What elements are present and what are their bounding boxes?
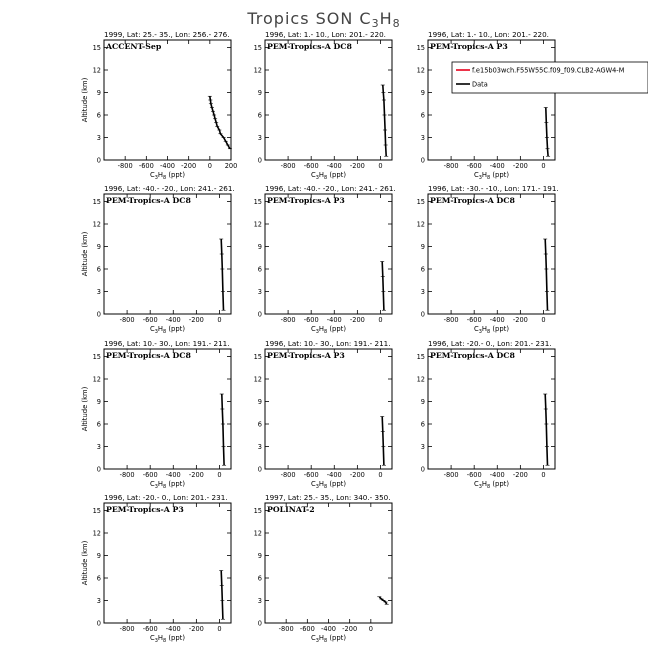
data-profile-line xyxy=(383,85,386,156)
y-tick-label: 12 xyxy=(92,66,101,75)
panel-header: 1996, Lat: -40.- -20., Lon: 241.- 261. xyxy=(104,184,235,193)
x-tick-label: -600 xyxy=(303,471,319,479)
x-tick-label: -200 xyxy=(188,316,204,324)
panel-title: PEM-Tropics-A P3 xyxy=(267,351,345,360)
y-tick-label: 15 xyxy=(416,197,425,206)
x-tick-label: -800 xyxy=(443,316,459,324)
y-tick-label: 9 xyxy=(96,88,101,97)
panel-title: PEM-Tropics-A P3 xyxy=(106,505,184,514)
y-tick-label: 15 xyxy=(253,43,262,52)
x-tick-label: -600 xyxy=(466,162,482,170)
y-tick-label: 9 xyxy=(257,242,262,251)
figure-title: Tropics SON C3H8 xyxy=(247,9,401,30)
y-tick-label: 3 xyxy=(257,442,262,451)
x-tick-label: -600 xyxy=(303,162,319,170)
x-tick-label: -600 xyxy=(466,316,482,324)
chart-panel-6 xyxy=(417,184,559,335)
y-tick-label: 9 xyxy=(96,397,101,406)
x-tick-label: 0 xyxy=(368,625,373,633)
y-tick-label: 6 xyxy=(96,265,101,274)
y-tick-label: 3 xyxy=(96,133,101,142)
y-tick-label: 12 xyxy=(253,66,262,75)
y-tick-label: 12 xyxy=(253,220,262,229)
x-tick-label: -600 xyxy=(138,162,154,170)
y-tick-label: 3 xyxy=(420,287,425,296)
y-tick-label: 0 xyxy=(420,310,425,319)
x-tick-label: 0 xyxy=(207,162,212,170)
y-tick-label: 0 xyxy=(257,156,262,165)
x-tick-label: -200 xyxy=(349,316,365,324)
panel-title: PEM-Tropics-A P3 xyxy=(267,196,345,205)
data-profile-line xyxy=(382,417,384,466)
y-tick-label: 12 xyxy=(253,529,262,538)
x-tick-label: -200 xyxy=(181,162,197,170)
x-tick-label: -800 xyxy=(119,625,135,633)
x-tick-label: -600 xyxy=(299,625,315,633)
x-tick-label: 0 xyxy=(378,471,383,479)
x-tick-label: -400 xyxy=(489,316,505,324)
x-tick-label: -400 xyxy=(160,162,175,170)
panel-header: 1996, Lat: 1.- 10., Lon: 201.- 220. xyxy=(265,30,386,39)
x-tick-label: -400 xyxy=(489,471,505,479)
x-tick-label: -200 xyxy=(342,625,358,633)
plot-frame xyxy=(104,349,231,469)
y-tick-label: 9 xyxy=(96,551,101,560)
x-tick-label: -400 xyxy=(165,471,181,479)
y-tick-label: 12 xyxy=(416,375,425,384)
x-axis-label: $C_3H_8$ (ppt) xyxy=(149,634,186,644)
y-tick-label: 12 xyxy=(92,220,101,229)
panel-header: 1996, Lat: 1.- 10., Lon: 201.- 220. xyxy=(428,30,549,39)
chart-panel-3 xyxy=(417,30,555,181)
plot-frame xyxy=(428,194,555,314)
y-tick-label: 9 xyxy=(420,242,425,251)
data-profile-line xyxy=(210,96,230,149)
x-tick-label: -800 xyxy=(280,316,296,324)
x-tick-label: 0 xyxy=(378,316,383,324)
y-tick-label: 0 xyxy=(96,156,101,165)
x-axis-label: $C_3H_8$ (ppt) xyxy=(149,325,186,335)
y-tick-label: 0 xyxy=(96,619,101,628)
y-tick-label: 0 xyxy=(257,310,262,319)
y-tick-label: 6 xyxy=(257,111,262,120)
x-axis-label: $C_3H_8$ (ppt) xyxy=(310,480,347,490)
legend xyxy=(452,62,648,93)
x-tick-label: 0 xyxy=(541,162,546,170)
chart-panel-2 xyxy=(254,30,392,181)
x-tick-label: -200 xyxy=(512,316,528,324)
panel-title: PEM-Tropics-A DC8 xyxy=(430,196,515,205)
x-tick-label: -200 xyxy=(349,471,365,479)
y-tick-label: 0 xyxy=(96,310,101,319)
x-tick-label: -600 xyxy=(142,625,158,633)
chart-panel-11 xyxy=(254,493,392,644)
x-tick-label: -600 xyxy=(142,316,158,324)
x-tick-label: -800 xyxy=(119,471,135,479)
y-axis-label: Altitude (km) xyxy=(81,77,89,123)
y-tick-label: 6 xyxy=(96,574,101,583)
y-axis-label: Altitude (km) xyxy=(81,231,89,277)
chart-panel-9 xyxy=(417,339,555,490)
legend-data-label: Data xyxy=(472,80,488,89)
plot-frame xyxy=(104,503,231,623)
y-tick-label: 15 xyxy=(92,43,101,52)
y-tick-label: 15 xyxy=(253,197,262,206)
x-tick-label: -200 xyxy=(512,162,528,170)
x-tick-label: 0 xyxy=(541,471,546,479)
y-tick-label: 3 xyxy=(257,596,262,605)
y-tick-label: 6 xyxy=(420,265,425,274)
y-tick-label: 6 xyxy=(257,420,262,429)
panel-header: 1996, Lat: -30.- -10., Lon: 171.- 191. xyxy=(428,184,559,193)
panel-header: 1996, Lat: 10.- 30., Lon: 191.- 211. xyxy=(265,339,391,348)
y-tick-label: 15 xyxy=(253,352,262,361)
plot-frame xyxy=(265,503,392,623)
y-tick-label: 6 xyxy=(257,574,262,583)
x-axis-label: $C_3H_8$ (ppt) xyxy=(310,325,347,335)
x-tick-label: -400 xyxy=(326,316,342,324)
panel-title: PEM-Tropics-A DC8 xyxy=(106,351,191,360)
x-tick-label: 200 xyxy=(224,162,238,170)
data-profile-line xyxy=(545,394,547,465)
y-tick-label: 9 xyxy=(257,551,262,560)
x-tick-label: -200 xyxy=(349,162,365,170)
panel-header: 1997, Lat: 25.- 35., Lon: 340.- 350. xyxy=(265,493,391,502)
chart-panel-10 xyxy=(81,493,231,644)
y-tick-label: 15 xyxy=(92,352,101,361)
x-tick-label: -800 xyxy=(278,625,294,633)
y-tick-label: 6 xyxy=(96,111,101,120)
plot-frame xyxy=(428,349,555,469)
x-axis-label: $C_3H_8$ (ppt) xyxy=(310,634,347,644)
y-tick-label: 3 xyxy=(96,596,101,605)
data-profile-line xyxy=(221,239,223,310)
chart-panel-4 xyxy=(81,184,235,335)
data-profile-line xyxy=(222,394,224,465)
x-tick-label: -800 xyxy=(119,316,135,324)
y-tick-label: 3 xyxy=(420,442,425,451)
x-axis-label: $C_3H_8$ (ppt) xyxy=(149,480,186,490)
x-tick-label: -800 xyxy=(443,162,459,170)
y-tick-label: 6 xyxy=(96,420,101,429)
y-tick-label: 12 xyxy=(92,375,101,384)
y-tick-label: 6 xyxy=(420,111,425,120)
y-tick-label: 15 xyxy=(416,43,425,52)
y-tick-label: 9 xyxy=(420,88,425,97)
chart-panel-1 xyxy=(81,30,237,181)
plot-frame xyxy=(265,349,392,469)
y-tick-label: 15 xyxy=(253,506,262,515)
y-tick-label: 9 xyxy=(257,397,262,406)
panel-title: PEM-Tropics-A DC8 xyxy=(430,351,515,360)
y-tick-label: 3 xyxy=(96,442,101,451)
x-tick-label: -400 xyxy=(489,162,505,170)
panel-header: 1996, Lat: -20.- 0., Lon: 201.- 231. xyxy=(428,339,552,348)
panel-title: ACCENT-Sep xyxy=(106,42,162,51)
y-tick-label: 15 xyxy=(92,506,101,515)
legend-model-label: f.e15b03wch.F55W55C.f09_f09.CLB2-AGW4-M xyxy=(472,66,625,75)
x-axis-label: $C_3H_8$ (ppt) xyxy=(473,325,510,335)
plot-frame xyxy=(265,194,392,314)
y-tick-label: 9 xyxy=(96,242,101,251)
x-axis-label: $C_3H_8$ (ppt) xyxy=(149,171,186,181)
x-tick-label: -200 xyxy=(512,471,528,479)
x-tick-label: -800 xyxy=(443,471,459,479)
y-tick-label: 9 xyxy=(420,397,425,406)
y-tick-label: 6 xyxy=(420,420,425,429)
y-tick-label: 15 xyxy=(416,352,425,361)
panel-grid xyxy=(81,30,648,644)
y-axis-label: Altitude (km) xyxy=(81,540,89,586)
y-tick-label: 0 xyxy=(257,465,262,474)
panel-header: 1996, Lat: -40.- -20., Lon: 241.- 261. xyxy=(265,184,396,193)
x-tick-label: -400 xyxy=(165,625,181,633)
y-tick-label: 9 xyxy=(257,88,262,97)
y-tick-label: 0 xyxy=(420,465,425,474)
chart-panel-5 xyxy=(254,184,396,335)
y-tick-label: 12 xyxy=(416,220,425,229)
y-tick-label: 3 xyxy=(96,287,101,296)
x-tick-label: -800 xyxy=(280,162,296,170)
x-tick-label: 0 xyxy=(217,625,222,633)
y-tick-label: 0 xyxy=(420,156,425,165)
data-profile-line xyxy=(382,262,384,311)
chart-panel-8 xyxy=(254,339,392,490)
x-tick-label: -600 xyxy=(142,471,158,479)
x-axis-label: $C_3H_8$ (ppt) xyxy=(310,171,347,181)
data-profile-line xyxy=(221,571,223,620)
panel-header: 1999, Lat: 25.- 35., Lon: 256.- 276. xyxy=(104,30,230,39)
x-tick-label: -200 xyxy=(188,625,204,633)
y-axis-label: Altitude (km) xyxy=(81,386,89,432)
plot-frame xyxy=(104,194,231,314)
x-tick-label: -600 xyxy=(466,471,482,479)
panel-header: 1996, Lat: 10.- 30., Lon: 191.- 211. xyxy=(104,339,230,348)
panel-title: PEM-Tropics-A P3 xyxy=(430,42,508,51)
x-axis-label: $C_3H_8$ (ppt) xyxy=(473,480,510,490)
panel-title: PEM-Tropics-A DC8 xyxy=(267,42,352,51)
y-tick-label: 12 xyxy=(92,529,101,538)
x-tick-label: -600 xyxy=(303,316,319,324)
y-tick-label: 0 xyxy=(257,619,262,628)
x-tick-label: 0 xyxy=(541,316,546,324)
y-tick-label: 12 xyxy=(416,66,425,75)
y-tick-label: 12 xyxy=(253,375,262,384)
plot-frame xyxy=(428,40,555,160)
x-axis-label: $C_3H_8$ (ppt) xyxy=(473,171,510,181)
x-tick-label: -400 xyxy=(326,471,342,479)
x-tick-label: 0 xyxy=(217,471,222,479)
data-profile-line xyxy=(545,239,547,310)
y-tick-label: 0 xyxy=(96,465,101,474)
x-tick-label: 0 xyxy=(217,316,222,324)
x-tick-label: -400 xyxy=(321,625,336,633)
panel-header: 1996, Lat: -20.- 0., Lon: 201.- 231. xyxy=(104,493,228,502)
panel-title: POLINAT-2 xyxy=(267,505,315,514)
x-tick-label: -800 xyxy=(117,162,133,170)
panel-title: PEM-Tropics-A DC8 xyxy=(106,196,191,205)
x-tick-label: -400 xyxy=(326,162,342,170)
x-tick-label: -800 xyxy=(280,471,296,479)
y-tick-label: 15 xyxy=(92,197,101,206)
x-tick-label: 0 xyxy=(378,162,383,170)
y-tick-label: 3 xyxy=(257,133,262,142)
y-tick-label: 3 xyxy=(420,133,425,142)
y-tick-label: 6 xyxy=(257,265,262,274)
y-tick-label: 3 xyxy=(257,287,262,296)
plot-frame xyxy=(265,40,392,160)
x-tick-label: -400 xyxy=(165,316,181,324)
x-tick-label: -200 xyxy=(188,471,204,479)
chart-panel-7 xyxy=(81,339,231,490)
